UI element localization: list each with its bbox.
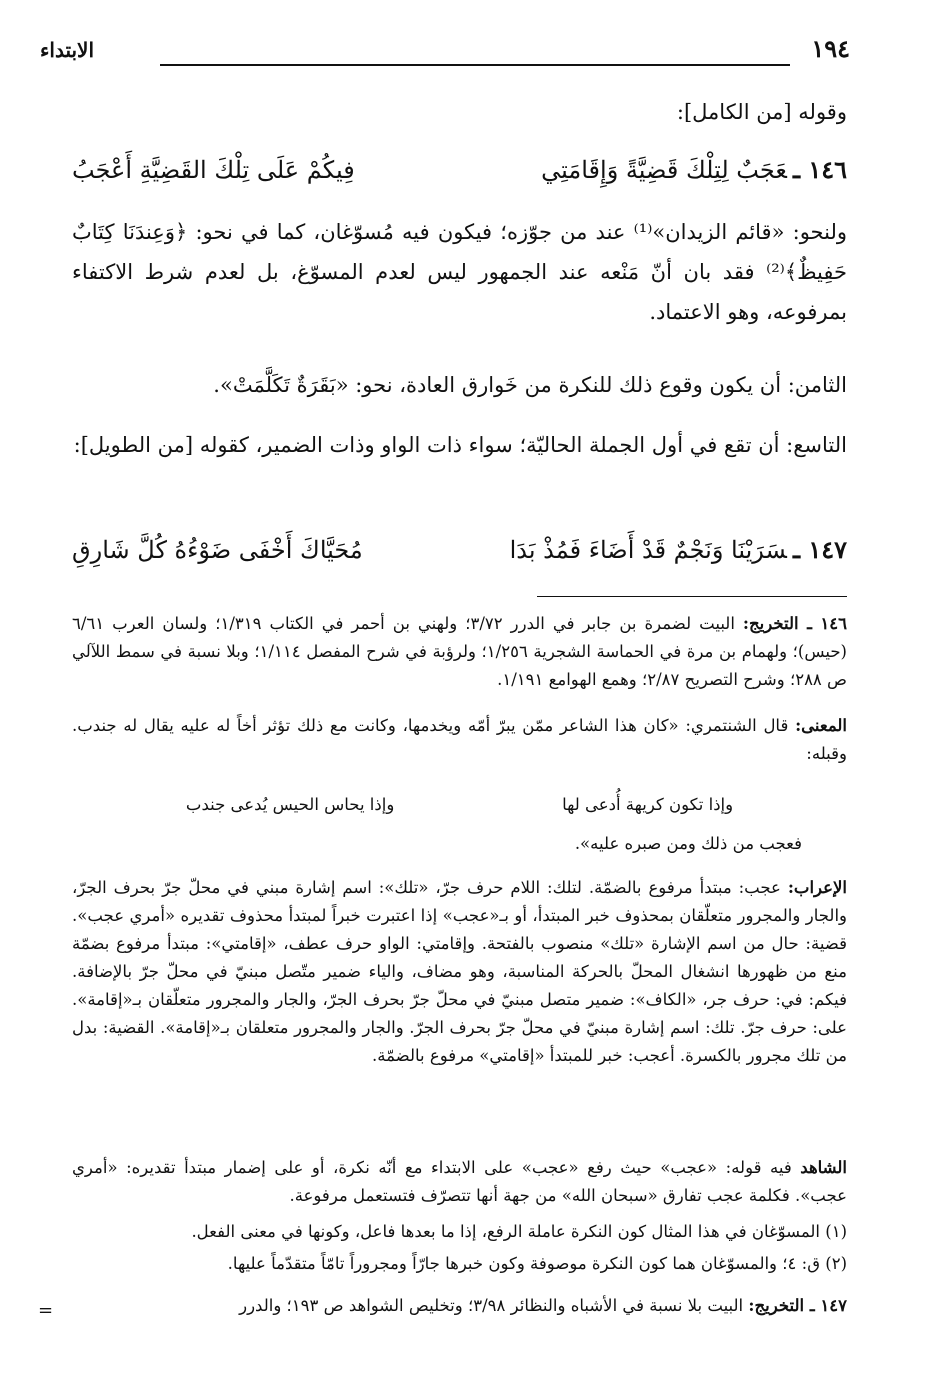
- footnote-146-irab: الإعراب: عجب: مبتدأ مرفوع بالضمّة. لتلك: اللام حرف جرّ، «تلك»: اسم إشارة مبني في محلّ جرّ بحرف الجرّ، والجار والمجرور متعلّقان بمحذوف خبر المبتدأ، أو بـ«عجب» إذا اعتبرت خبراً لمبتدأ محذوف تقديره «أمري عجب». قضية: حال من اسم الإشارة «تلك» منصوب بالفتحة. وإقامتي: الواو حرف عطف، «إقامتي»: مبتدأ مرفوع بضمّة منع من ظهورها انشغال المحلّ بالحركة المناسبة، وهو مضاف، والياء ضمير متّصل مبنيّ في محلّ جرّ بالإضافة. فيكم: في: حرف جر، «الكاف»: ضمير متصل مبنيّ في محلّ جرّ بحرف الجرّ، والجار والمجرور متعلّقان بـ«إقامة». على: حرف جرّ. تلك: اسم إشارة مبنيّ في محلّ جرّ بحرف الجرّ. والجار والمجرور متعلقان بـ«إقامة». القضية: بدل من تلك مجرور بالكسرة. أعجب: خبر للمبتدأ «إقامتي» مرفوع بالضمّة.: [72, 878, 847, 1065]
- takhrij-label: ١٤٧ ـ التخريج:: [748, 1296, 847, 1315]
- footnote-verse-second-hemistich: وإذا يحاس الحيس يُدعى جندب: [185, 795, 395, 814]
- footnote-verse: [72, 790, 847, 820]
- footnote-1: (١) المسوّغان في هذا المثال كون النكرة عاملة الرفع، إذا ما بعدها فاعل، وكونها في معنى الفعل.: [191, 1222, 847, 1241]
- footnote-2: (٢) ق: ٤؛ والمسوّغان هما كون النكرة موصوفة وكون خبرها جارّاً ومجروراً تامّاً متقدّماً عليها.: [227, 1254, 847, 1273]
- irab-label: الإعراب:: [787, 878, 847, 897]
- footnote-verse-first-hemistich: وإذا تكون كريهة أُدعى لها: [562, 795, 734, 814]
- paragraph-lnahw: ولنحو: «قائم الزيدان»⁽¹⁾ عند من جوّزه؛ فيكون فيه مُسوّغان، كما في نحو: ﴿وَعِندَنَا كِتَابٌ حَفِيظٌ﴾⁽²⁾ فقد بان أنّ مَنْعه عند الجمهور ليس لعدم المسوّغ، بل لعدم شرط الاكتفاء بمرفوعه، وهو الاعتماد.: [72, 220, 847, 324]
- verse-146-first-hemistich: ١٤٦ ـعَجَبٌ لِتِلْكَ قَضِيَّةً وَإِقَامَتِي: [541, 155, 847, 184]
- verse-147-first-hemistich: ١٤٧ ـسَرَيْنَا وَنَجْمٌ قَدْ أَضَاءَ فَمُذْ بَدَا: [509, 535, 847, 564]
- verse-147-second-hemistich: مُحَيَّاكَ أَخْفَى ضَوْءُهُ كُلَّ شَارِقِ: [72, 536, 363, 564]
- footnote-146-meaning-end: فعجب من ذلك ومن صبره عليه».: [574, 834, 802, 853]
- continuation-mark: =: [38, 1300, 54, 1321]
- footnote-separator: [537, 596, 847, 597]
- footnote-146-takhrij: ١٤٦ ـ التخريج: البيت لضمرة بن جابر في الدرر ٣/٧٢؛ ولهني بن أحمر في الكتاب ١/٣١٩؛ ولسان العرب ٦/٦١ (حيس)؛ ولهمام بن مرة في الحماسة الشجرية ١/٢٥٦؛ ولرؤبة في شرح المفصل ١/١١٤؛ وبلا نسبة في سمط اللآلي ص ٢٨٨؛ وشرح التصريح ٢/٨٧؛ وهمع الهوامع ١/١٩١.: [72, 614, 847, 689]
- page-header: [40, 28, 850, 68]
- paragraph-ninth: التاسع: أن تقع في أول الجملة الحاليّة؛ سواء ذات الواو وذات الضمير، كقوله [من الطويل]:: [73, 433, 847, 457]
- page-number: ١٩٤: [811, 34, 850, 63]
- meaning-label: المعنى:: [795, 716, 847, 735]
- footnote-146-meaning: المعنى: قال الشنتمري: «كان هذا الشاعر ممّن يبرّ أمّه ويخدمها، وكانت مع ذلك تؤثر أخاً له عليه يقال له جندب. وقبله:: [72, 716, 847, 763]
- verse-number: ١٤٧ ـ: [792, 535, 847, 564]
- footnote-146-shahid: الشاهد فيه قوله: «عجب» حيث رفع «عجب» على الابتداء مع أنّه نكرة، أو على إضمار مبتدأ تقديره: «أمري عجب». فكلمة عجب تفارق «سبحان الله» من جهة أنها تتصرّف فتستعمل مرفوعة.: [72, 1158, 848, 1205]
- verse-147: [72, 528, 847, 572]
- takhrij-label: ١٤٦ ـ التخريج:: [742, 614, 847, 633]
- verse-146: [72, 148, 847, 192]
- paragraph-eighth: الثامن: أن يكون وقوع ذلك للنكرة من خَوارق العادة، نحو: «بَقَرَةٌ تَكَلَّمَتْ».: [213, 373, 847, 397]
- running-title: الابتداء: [40, 38, 95, 62]
- footnote-147-takhrij: ١٤٧ ـ التخريج: البيت بلا نسبة في الأشباه والنظائر ٣/٩٨؛ وتخليص الشواهد ص ١٩٣؛ والدرر: [239, 1296, 847, 1315]
- verse-number: ١٤٦ ـ: [792, 155, 847, 184]
- shahid-label: الشاهد: [800, 1158, 848, 1177]
- verse-146-second-hemistich: فِيكُمْ عَلَى تِلْكَ القَضِيَّةِ أَعْجَبُ: [72, 156, 355, 184]
- header-rule: [160, 64, 790, 66]
- intro-line: وقوله [من الكامل]:: [676, 100, 847, 124]
